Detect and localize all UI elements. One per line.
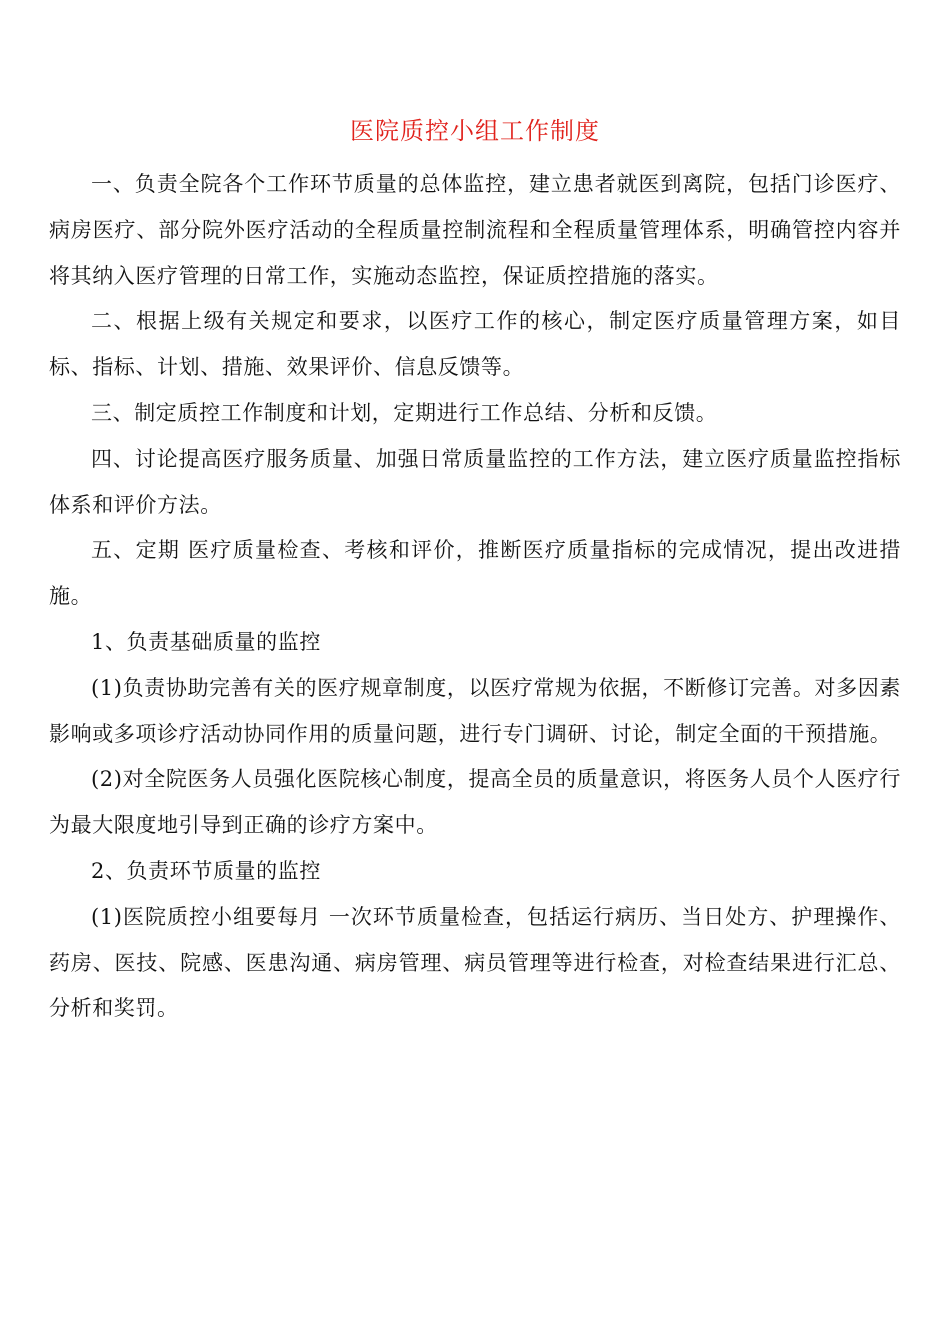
paragraph-1: 一、负责全院各个工作环节质量的总体监控，建立患者就医到离院，包括门诊医疗、病房医疗、部分院外医疗活动的全程质量控制流程和全程质量管理体系，明确管控内容并将其纳入医疗管理的日常工作，实施动态监控，保证质控措施的落实。 — [49, 172, 901, 288]
paragraph-3: 三、制定质控工作制度和计划，定期进行工作总结、分析和反馈。 — [91, 400, 718, 425]
document-body — [49, 162, 901, 1032]
paragraph-basic-2: (2)对全院医务人员强化医院核心制度，提高全员的质量意识，将医务人员个人医疗行为最大限度地引导到正确的诊疗方案中。 — [49, 767, 901, 838]
paragraph-5: 五、定期 医疗质量检查、考核和评价，推断医疗质量指标的完成情况，提出改进措施。 — [49, 538, 901, 609]
document-title: 医院质控小组工作制度 — [350, 117, 600, 145]
section-heading-basic-quality: 1、负责基础质量的监控 — [91, 629, 321, 654]
paragraph-2: 二、根据上级有关规定和要求，以医疗工作的核心，制定医疗质量管理方案，如目标、指标、计划、措施、效果评价、信息反馈等。 — [49, 309, 901, 380]
section-heading-process-quality: 2、负责环节质量的监控 — [91, 858, 321, 883]
paragraph-basic-1: (1)负责协助完善有关的医疗规章制度，以医疗常规为依据，不断修订完善。对多因素影响或多项诊疗活动协同作用的质量问题，进行专门调研、讨论，制定全面的干预措施。 — [49, 675, 901, 746]
paragraph-4: 四、讨论提高医疗服务质量、加强日常质量监控的工作方法，建立医疗质量监控指标体系和评价方法。 — [49, 446, 901, 517]
paragraph-process-1: (1)医院质控小组要每月 一次环节质量检查，包括运行病历、当日处方、护理操作、药房、医技、院感、医患沟通、病房管理、病员管理等进行检查，对检查结果进行汇总、分析和奖罚。 — [49, 904, 901, 1021]
